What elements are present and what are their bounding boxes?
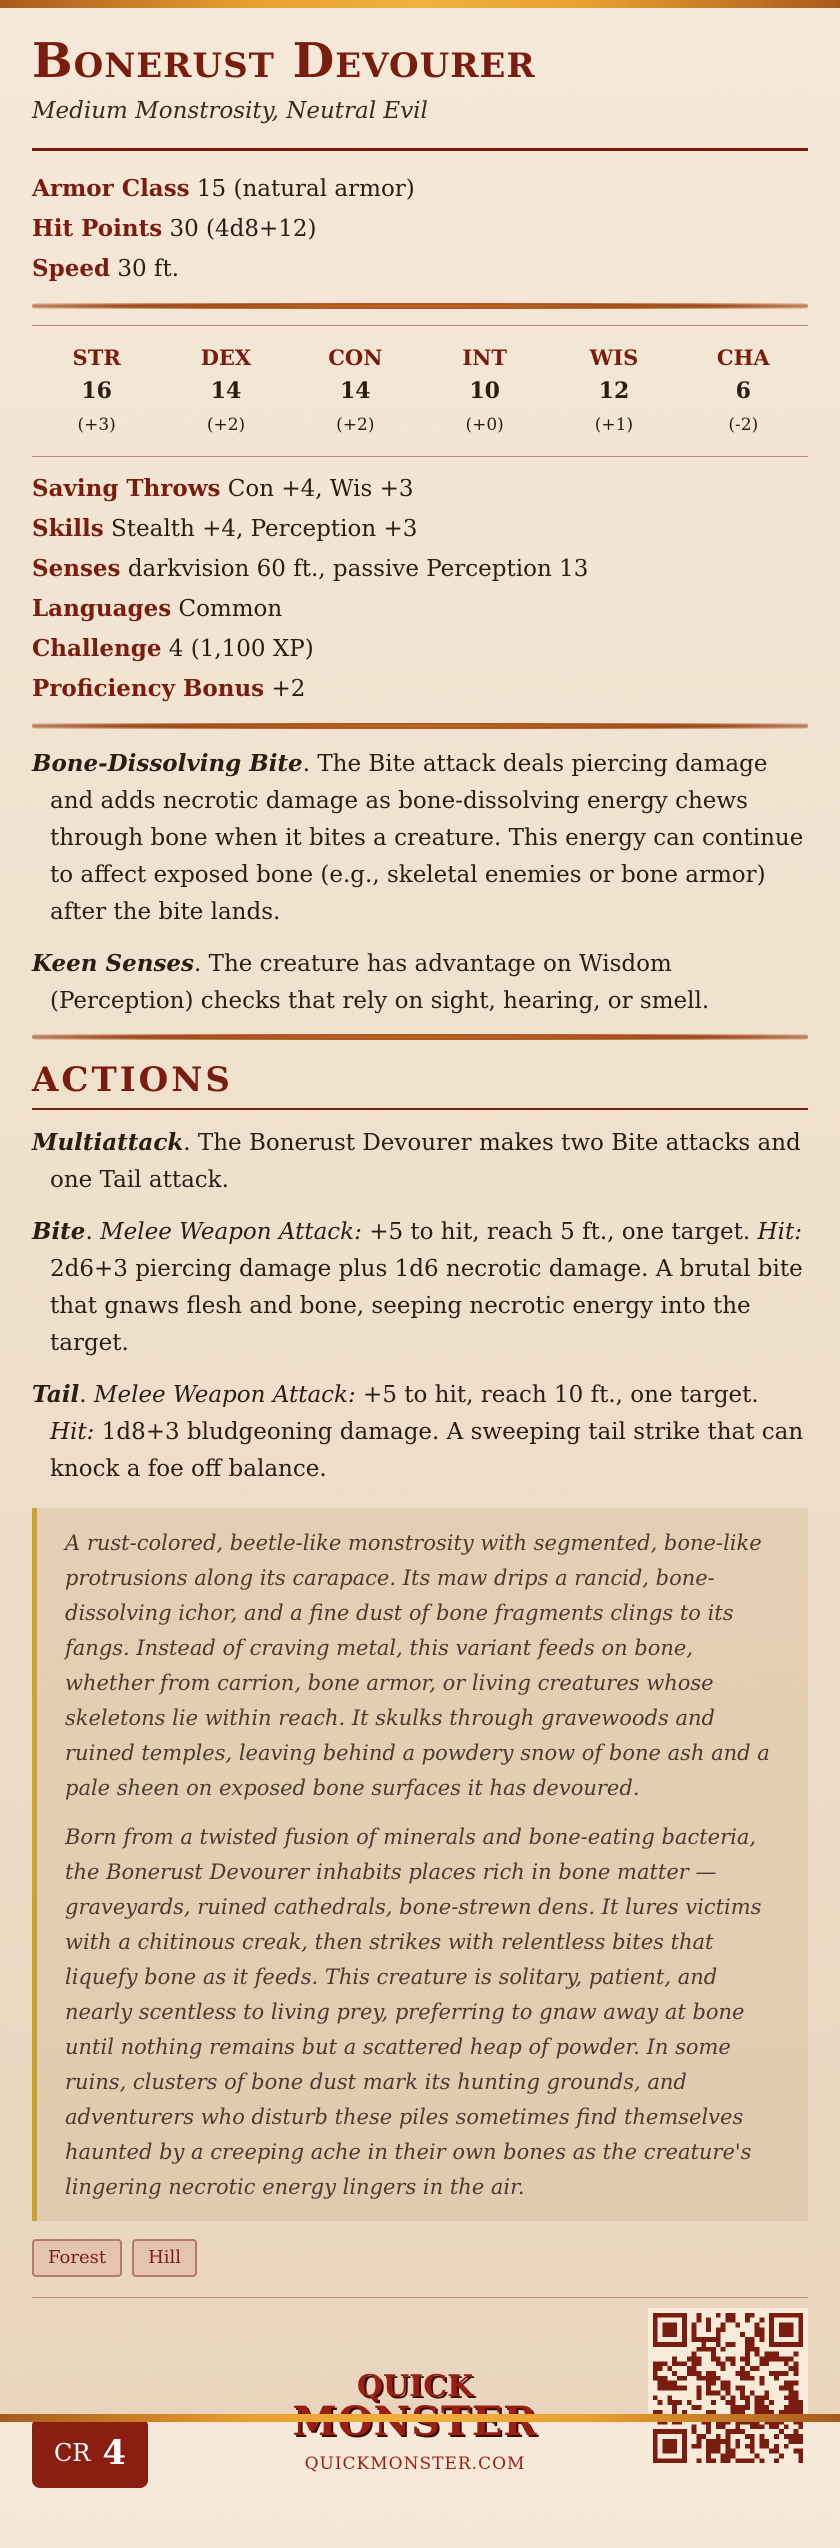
ability-dex <box>171 342 281 442</box>
hit-text: 1d8+3 bludgeoning damage. A sweeping tail strike that can knock a foe off balance. <box>50 1419 804 1482</box>
lore-paragraph: Born from a twisted fusion of minerals and bone-eating bacteria, the Bonerust Devourer inhabits places rich in bone matter — graveyards, ruined cathedrals, bone-strewn dens. It lures victims with a chitinous creak, then strikes with relentless bites that liquefy bone as it feeds. This creature is solitary, patient, and nearly scentless to living prey, preferring to gnaw away at bone until nothing remains but a scattered heap of powder. In some ruins, clusters of bone dust mark its hunting grounds, and adventurers who disturb these piles sometimes find themselves haunted by a creeping ache in their own bones as the creature's lingering necrotic energy lingers in the air. <box>65 1825 762 2199</box>
logo-line-1: QUICK <box>356 2369 474 2404</box>
actions-heading: ACTIONS <box>32 1060 233 1100</box>
speed <box>32 249 808 289</box>
hit-label: Hit: <box>50 1419 95 1445</box>
action-name: Multiattack <box>32 1129 184 1156</box>
ability-score: 14 <box>210 378 242 404</box>
core-props <box>32 169 808 289</box>
trait-keen-senses: Keen Senses. The creature has advantage on Wisdom (Perception) checks that rely on sight, hearing, or smell. <box>32 950 710 1014</box>
prop-label: Proficiency Bonus <box>32 675 265 702</box>
prop-value: 4 (1,100 XP) <box>168 636 314 662</box>
action-name: Tail <box>32 1381 80 1408</box>
action-name: Bite <box>32 1218 86 1245</box>
stat-block <box>32 24 808 2548</box>
prop-label: Armor Class <box>32 175 190 202</box>
ability-name: INT <box>462 345 507 370</box>
section-divider <box>32 1034 808 1040</box>
skills <box>32 509 808 549</box>
ability-mod: (+2) <box>206 415 246 435</box>
ability-scores <box>32 326 808 456</box>
ability-score: 12 <box>598 378 630 404</box>
prop-value: 15 (natural armor) <box>196 176 415 202</box>
prop-label: Challenge <box>32 635 162 662</box>
attack-details: +5 to hit, reach 5 ft., one target. <box>369 1219 751 1245</box>
ability-name: DEX <box>200 345 252 370</box>
tag-hill[interactable]: Hill <box>132 2239 197 2277</box>
ability-mod: (+2) <box>336 415 375 435</box>
top-accent-bar <box>0 0 840 8</box>
hit-points <box>32 209 808 249</box>
ability-score: 16 <box>81 378 112 404</box>
action-tail: Tail. Melee Weapon Attack: +5 to hit, reach 10 ft., one target. Hit: 1d8+3 bludgeoning damage. A sweeping tail strike that can knock a foe off balance. <box>32 1381 804 1482</box>
prop-value: 30 (4d8+12) <box>169 216 317 242</box>
ability-name: CON <box>328 345 383 370</box>
languages <box>32 589 808 629</box>
footer <box>32 2298 808 2548</box>
action-multiattack: Multiattack. The Bonerust Devourer makes two Bite attacks and one Tail attack. <box>32 1129 801 1193</box>
action-bite: Bite. Melee Weapon Attack: +5 to hit, reach 5 ft., one target. Hit: 2d6+3 piercing damage plus 1d6 necrotic damage. A brutal bite that gnaws flesh and bone, seeping necrotic energy into the target. <box>32 1218 803 1356</box>
environment-tags <box>32 2239 808 2277</box>
prop-label: Skills <box>32 515 104 542</box>
monster-name: Bonerust Devourer <box>32 33 536 89</box>
cr-badge <box>32 2418 148 2488</box>
prop-value: 30 ft. <box>117 256 180 282</box>
ability-name: STR <box>72 345 121 370</box>
hit-text: 2d6+3 piercing damage plus 1d6 necrotic damage. A brutal bite that gnaws flesh and bone, seeping necrotic energy into the target. <box>50 1256 803 1356</box>
section-divider <box>32 723 808 729</box>
actions-rule <box>32 1108 808 1110</box>
ability-mod: (+0) <box>465 415 504 435</box>
prop-label: Speed <box>32 255 111 282</box>
trait-text: The creature has advantage on Wisdom (Perception) checks that rely on sight, hearing, or smell. <box>50 951 710 1014</box>
tag-forest[interactable]: Forest <box>32 2239 122 2277</box>
ability-name: CHA <box>716 345 770 370</box>
abilities-bottom-rule <box>32 456 808 457</box>
ability-score: 14 <box>340 378 371 404</box>
prop-label: Languages <box>32 595 172 622</box>
action-text: The Bonerust Devourer makes two Bite attacks and one Tail attack. <box>50 1130 801 1193</box>
section-divider <box>32 303 808 309</box>
ability-mod: (+1) <box>594 415 634 435</box>
prop-label: Hit Points <box>32 215 163 242</box>
prop-value: +2 <box>271 676 306 702</box>
attack-type: Melee Weapon Attack: <box>100 1219 362 1245</box>
proficiency-bonus <box>32 669 808 709</box>
attack-details: +5 to hit, reach 10 ft., one target. <box>363 1382 759 1408</box>
ability-int <box>430 342 540 442</box>
senses <box>32 549 808 589</box>
ability-name: WIS <box>589 345 639 370</box>
detail-props <box>32 469 808 709</box>
lore-paragraph: A rust-colored, beetle-like monstrosity with segmented, bone-like protrusions along its carapace. Its maw drips a rancid, bone-dissolving ichor, and a fine dust of bone fragments clings to its fangs. Instead of craving metal, this variant feeds on bone, whether from carrion, bone armor, or living creatures whose skeletons lie within reach. It skulks through gravewoods and ruined temples, leaving behind a powdery snow of bone ash and a pale sheen on exposed bone surfaces it has devoured. <box>65 1531 770 1800</box>
hit-label: Hit: <box>757 1219 802 1245</box>
qr-code-icon <box>648 2308 808 2468</box>
trait-bone-dissolving-bite: Bone-Dissolving Bite. The Bite attack deals piercing damage and adds necrotic damage as bone-dissolving energy chews through bone when it bites a creature. This energy can continue to affect exposed bone (e.g., skeletal enemies or bone armor) after the bite lands. <box>32 750 804 925</box>
saving-throws <box>32 469 808 509</box>
ability-con <box>300 342 410 442</box>
prop-value: Stealth +4, Perception +3 <box>111 516 418 542</box>
trait-text: The Bite attack deals piercing damage and adds necrotic damage as bone-dissolving energy chews through bone when it bites a creature. This energy can continue to affect exposed bone (e.g., skeletal enemies or bone armor) after the bite lands. <box>50 751 804 925</box>
ability-mod: (-2) <box>728 415 759 435</box>
prop-value: Con +4, Wis +3 <box>227 476 414 502</box>
traits <box>32 745 808 1020</box>
armor-class <box>32 169 808 209</box>
trait-name: Bone-Dissolving Bite <box>32 750 303 777</box>
challenge <box>32 629 808 669</box>
lore-box <box>32 1508 808 2221</box>
prop-label: Saving Throws <box>32 475 221 502</box>
site-link[interactable]: QUICKMONSTER.COM <box>304 2454 526 2474</box>
cr-label: CR <box>53 2439 91 2467</box>
title-rule <box>32 148 808 151</box>
ability-mod: (+3) <box>77 415 116 435</box>
attack-type: Melee Weapon Attack: <box>93 1382 356 1408</box>
prop-value: Common <box>178 596 283 622</box>
trait-name: Keen Senses <box>32 950 194 977</box>
prop-value: darkvision 60 ft., passive Perception 13 <box>127 556 589 582</box>
prop-label: Senses <box>32 555 121 582</box>
ability-wis <box>559 342 669 442</box>
quickmonster-logo[interactable] <box>280 2369 550 2474</box>
ability-score: 6 <box>735 378 751 404</box>
ability-str <box>42 342 152 442</box>
ability-score: 10 <box>469 378 500 404</box>
bottom-accent-bar <box>0 2414 840 2422</box>
logo-line-2 <box>280 2402 550 2442</box>
cr-value: 4 <box>102 2433 127 2473</box>
ability-cha <box>688 342 798 442</box>
monster-meta: Medium Monstrosity, Neutral Evil <box>32 98 428 124</box>
actions <box>32 1124 808 1488</box>
